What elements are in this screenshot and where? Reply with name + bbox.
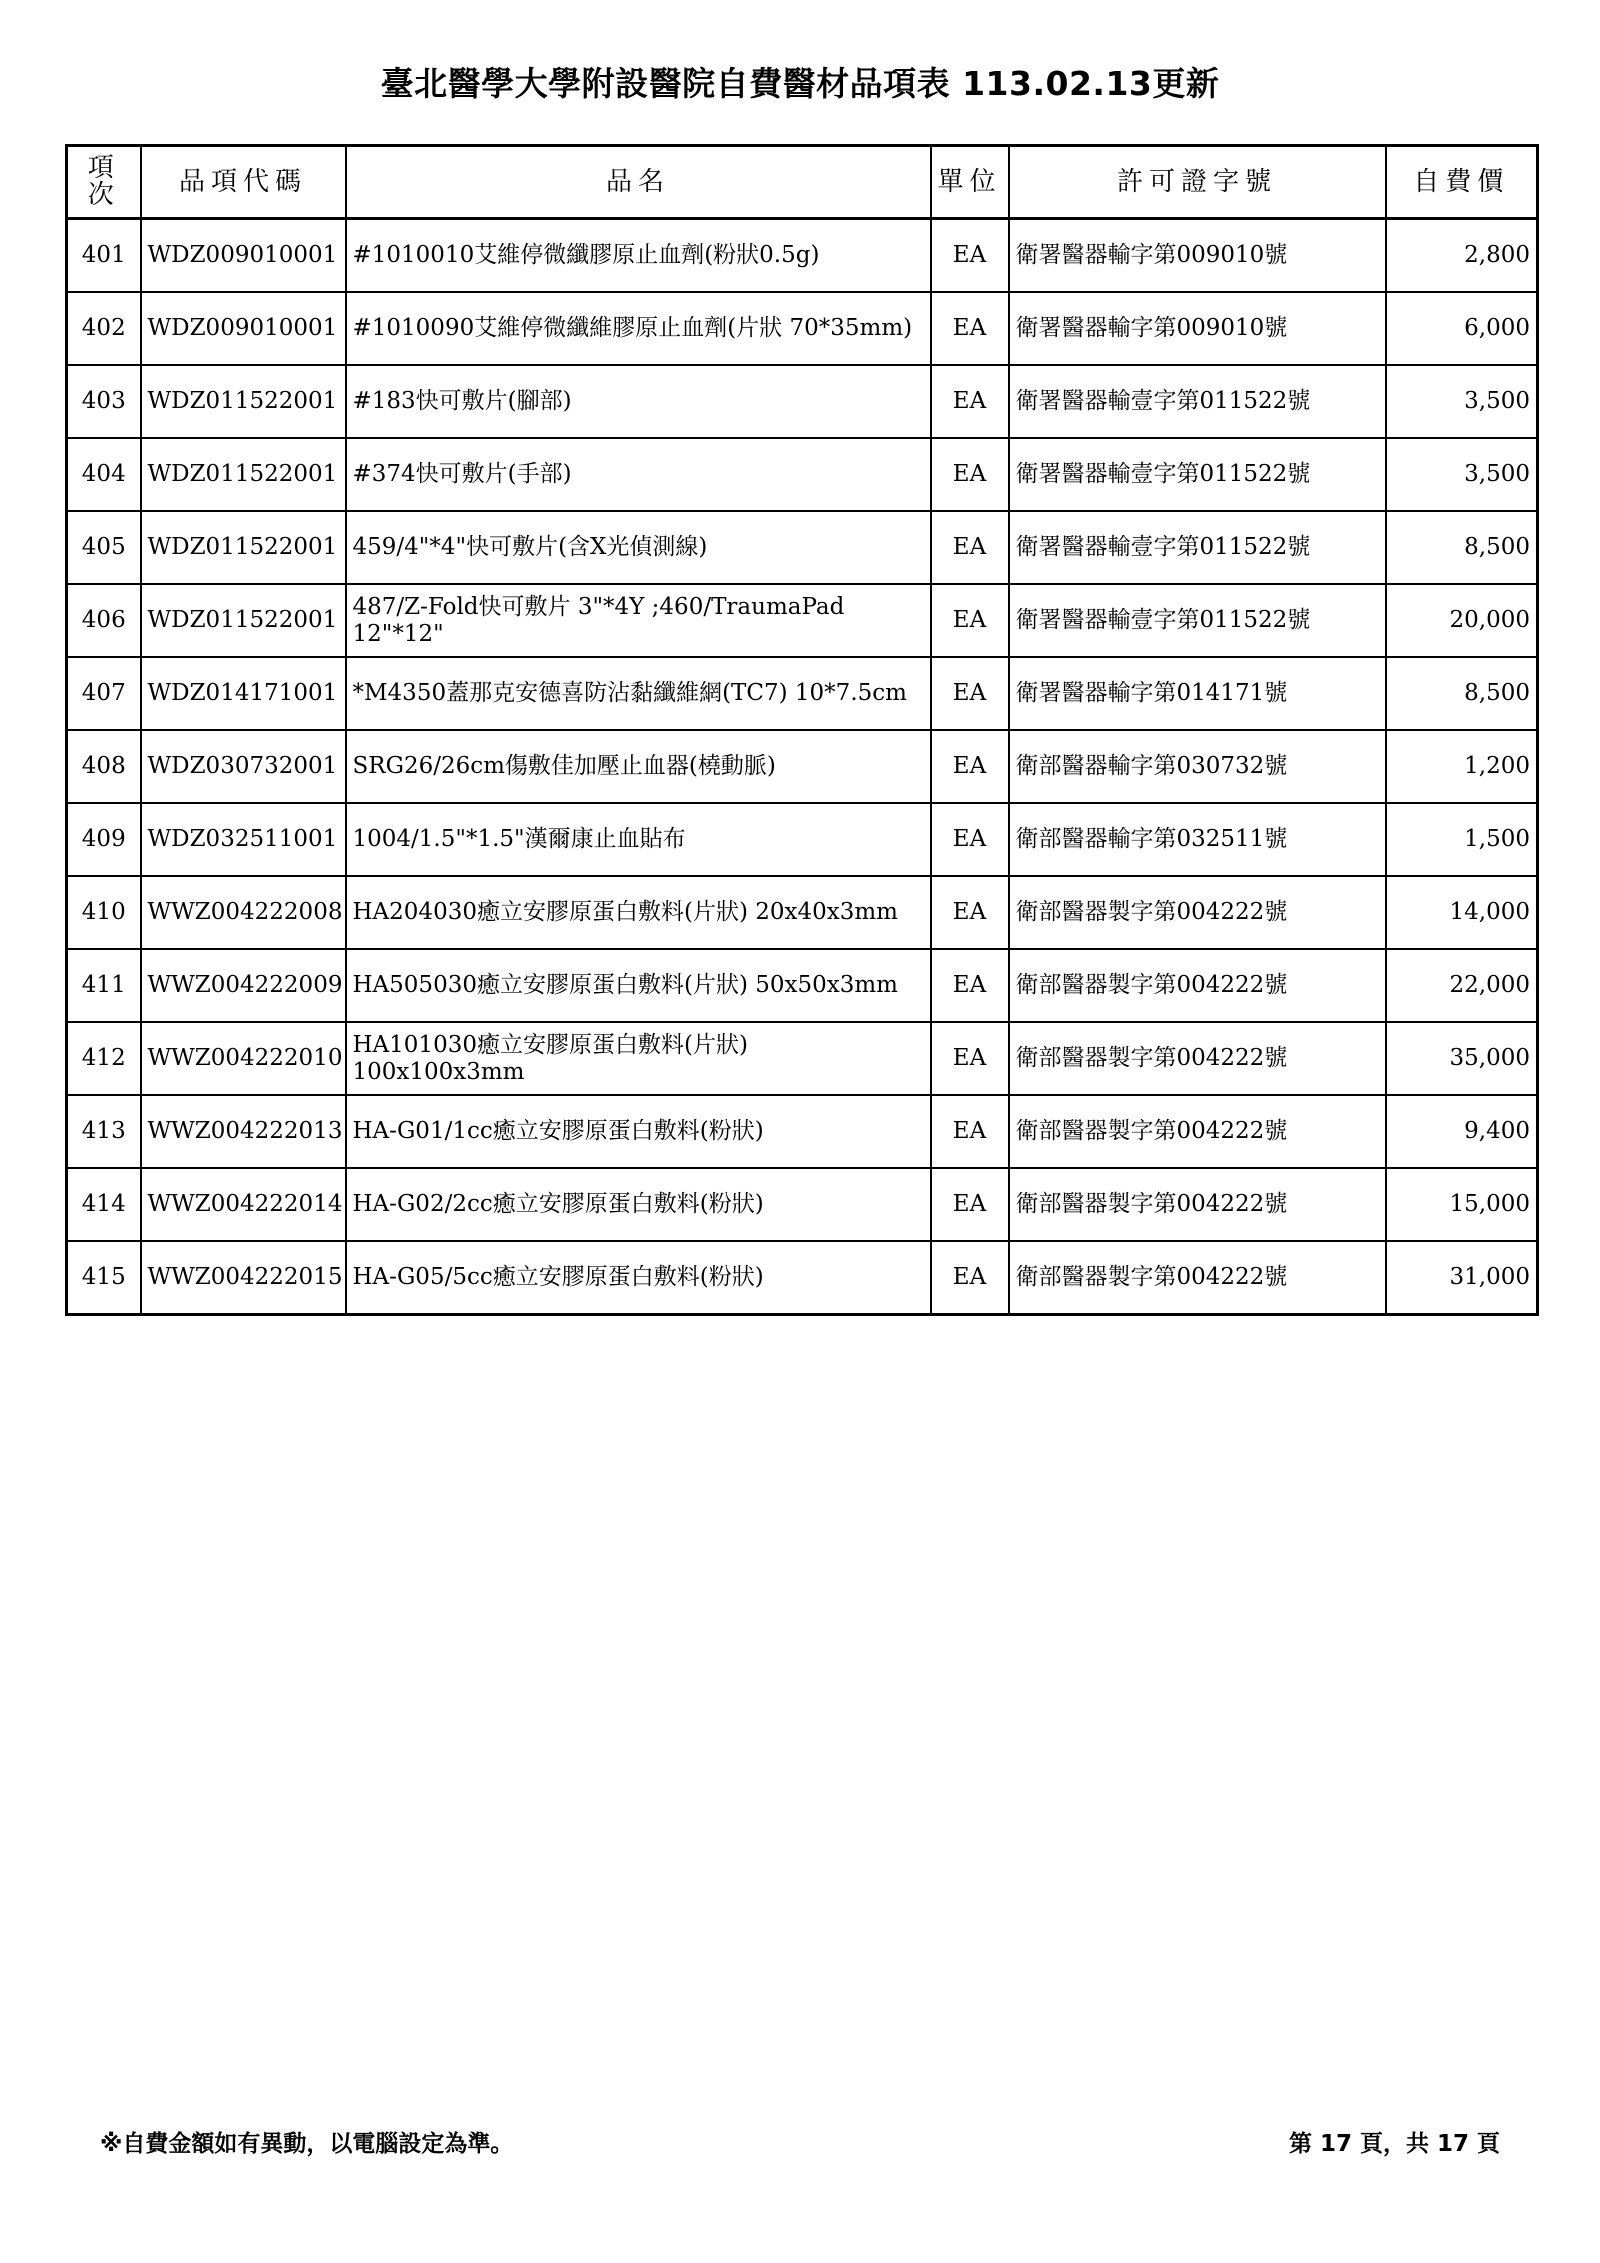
cell-unit: EA [931,1022,1009,1095]
cell-code: WDZ030732001 [141,730,346,803]
cell-unit: EA [931,584,1009,657]
cell-unit: EA [931,219,1009,293]
cell-price: 14,000 [1386,876,1538,949]
cell-unit: EA [931,511,1009,584]
cell-price: 20,000 [1386,584,1538,657]
cell-no: 407 [67,657,141,730]
table-row [67,292,1538,365]
table-row [67,949,1538,1022]
column-header-no: 項次 [67,146,141,219]
table-row [67,438,1538,511]
cell-license: 衛署醫器輸字第009010號 [1009,292,1386,365]
cell-code: WDZ009010001 [141,219,346,293]
cell-license: 衛署醫器輸字第009010號 [1009,219,1386,293]
cell-no: 406 [67,584,141,657]
cell-license: 衛部醫器製字第004222號 [1009,1022,1386,1095]
price-table [65,144,1539,1316]
cell-price: 35,000 [1386,1022,1538,1095]
cell-no: 410 [67,876,141,949]
cell-license: 衛部醫器製字第004222號 [1009,1241,1386,1315]
table-row [67,511,1538,584]
cell-license: 衛署醫器輸壹字第011522號 [1009,584,1386,657]
cell-price: 2,800 [1386,219,1538,293]
table-row [67,1095,1538,1168]
cell-unit: EA [931,1241,1009,1315]
cell-name: 459/4"*4"快可敷片(含X光偵測線) [346,511,931,584]
column-header-license: 許可證字號 [1009,146,1386,219]
cell-unit: EA [931,803,1009,876]
cell-name: *M4350蓋那克安德喜防沾黏纖維網(TC7) 10*7.5cm [346,657,931,730]
cell-license: 衛部醫器輸字第030732號 [1009,730,1386,803]
cell-unit: EA [931,365,1009,438]
cell-unit: EA [931,657,1009,730]
cell-license: 衛部醫器輸字第032511號 [1009,803,1386,876]
cell-name: HA204030癒立安膠原蛋白敷料(片狀) 20x40x3mm [346,876,931,949]
cell-license: 衛部醫器製字第004222號 [1009,949,1386,1022]
cell-license: 衛署醫器輸壹字第011522號 [1009,511,1386,584]
cell-unit: EA [931,949,1009,1022]
cell-code: WWZ004222015 [141,1241,346,1315]
cell-unit: EA [931,438,1009,511]
page-number: 第 17 頁，共 17 頁 [1288,2131,1500,2157]
cell-license: 衛部醫器製字第004222號 [1009,1095,1386,1168]
footer-note: ※自費金額如有異動，以電腦設定為準。 [100,2131,514,2157]
cell-no: 402 [67,292,141,365]
cell-code: WDZ011522001 [141,511,346,584]
column-header-code: 品項代碼 [141,146,346,219]
cell-price: 1,200 [1386,730,1538,803]
cell-no: 415 [67,1241,141,1315]
cell-unit: EA [931,730,1009,803]
cell-no: 403 [67,365,141,438]
cell-no: 413 [67,1095,141,1168]
column-header-unit: 單位 [931,146,1009,219]
cell-price: 8,500 [1386,511,1538,584]
cell-code: WDZ032511001 [141,803,346,876]
cell-unit: EA [931,1168,1009,1241]
table-row [67,1168,1538,1241]
cell-code: WWZ004222013 [141,1095,346,1168]
cell-license: 衛部醫器製字第004222號 [1009,876,1386,949]
cell-code: WDZ014171001 [141,657,346,730]
cell-code: WWZ004222010 [141,1022,346,1095]
cell-license: 衛署醫器輸壹字第011522號 [1009,438,1386,511]
cell-name: #1010090艾維停微纖維膠原止血劑(片狀 70*35mm) [346,292,931,365]
cell-no: 411 [67,949,141,1022]
cell-no: 414 [67,1168,141,1241]
cell-name: HA-G02/2cc癒立安膠原蛋白敷料(粉狀) [346,1168,931,1241]
cell-name: HA-G01/1cc癒立安膠原蛋白敷料(粉狀) [346,1095,931,1168]
table-row [67,657,1538,730]
cell-unit: EA [931,1095,1009,1168]
cell-license: 衛部醫器製字第004222號 [1009,1168,1386,1241]
table-row [67,219,1538,293]
table-row [67,876,1538,949]
cell-no: 404 [67,438,141,511]
cell-no: 409 [67,803,141,876]
cell-code: WWZ004222008 [141,876,346,949]
cell-no: 405 [67,511,141,584]
table-row [67,803,1538,876]
cell-code: WDZ011522001 [141,584,346,657]
table-row [67,584,1538,657]
table-row [67,1022,1538,1095]
cell-no: 401 [67,219,141,293]
cell-code: WWZ004222009 [141,949,346,1022]
table-body [67,219,1538,1315]
cell-price: 9,400 [1386,1095,1538,1168]
cell-no: 412 [67,1022,141,1095]
page-title: 臺北醫學大學附設醫院自費醫材品項表 113.02.13更新 [380,64,1220,103]
cell-license: 衛署醫器輸壹字第011522號 [1009,365,1386,438]
cell-name: 487/Z-Fold快可敷片 3"*4Y ;460/TraumaPad 12"*12" [346,584,931,657]
cell-name: HA-G05/5cc癒立安膠原蛋白敷料(粉狀) [346,1241,931,1315]
cell-name: #1010010艾維停微纖膠原止血劑(粉狀0.5g) [346,219,931,293]
cell-unit: EA [931,876,1009,949]
cell-no: 408 [67,730,141,803]
cell-license: 衛署醫器輸字第014171號 [1009,657,1386,730]
table-row [67,730,1538,803]
cell-price: 8,500 [1386,657,1538,730]
column-header-name: 品名 [346,146,931,219]
table-row [67,365,1538,438]
table-header-row [67,146,1538,219]
cell-price: 31,000 [1386,1241,1538,1315]
cell-price: 15,000 [1386,1168,1538,1241]
cell-name: SRG26/26cm傷敷佳加壓止血器(橈動脈) [346,730,931,803]
cell-name: HA101030癒立安膠原蛋白敷料(片狀) 100x100x3mm [346,1022,931,1095]
cell-price: 3,500 [1386,438,1538,511]
cell-unit: EA [931,292,1009,365]
cell-name: #374快可敷片(手部) [346,438,931,511]
cell-code: WDZ009010001 [141,292,346,365]
column-header-price: 自費價 [1386,146,1538,219]
cell-name: #183快可敷片(腳部) [346,365,931,438]
cell-price: 3,500 [1386,365,1538,438]
cell-name: HA505030癒立安膠原蛋白敷料(片狀) 50x50x3mm [346,949,931,1022]
cell-price: 6,000 [1386,292,1538,365]
cell-code: WWZ004222014 [141,1168,346,1241]
cell-price: 1,500 [1386,803,1538,876]
cell-code: WDZ011522001 [141,365,346,438]
cell-code: WDZ011522001 [141,438,346,511]
table-row [67,1241,1538,1315]
cell-price: 22,000 [1386,949,1538,1022]
cell-name: 1004/1.5"*1.5"漢爾康止血貼布 [346,803,931,876]
